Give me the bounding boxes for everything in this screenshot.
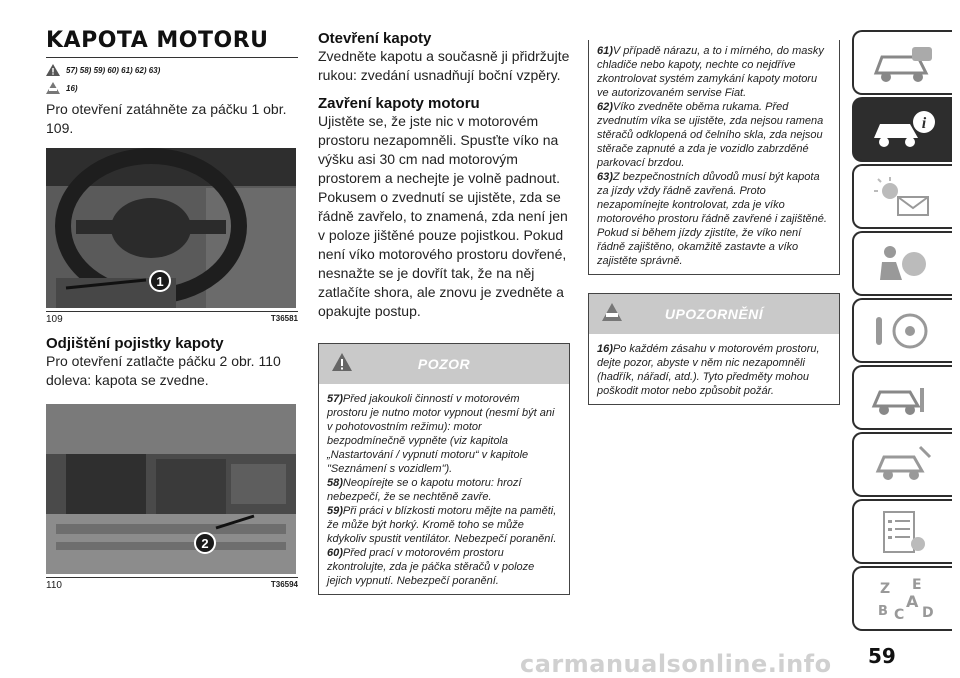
svg-text:E: E	[912, 576, 922, 593]
warning-item-text: Před jakoukoli činností v motorovém prostoru je nutno motor vypnout (nesmí být ani v pohotovostním režimu): motor bezpodmínečně vypněte (viz kapitola „Nastartování / vypnutí motoru“ v kapitole "Seznámení s vozidlem").	[327, 393, 555, 475]
middle-column	[318, 30, 570, 595]
figure-110-engine-bay	[46, 404, 296, 574]
pozor-items	[319, 384, 569, 594]
svg-text:i: i	[921, 114, 927, 132]
callout-2: 2	[194, 532, 216, 554]
warning-item-number: 57)	[327, 393, 343, 405]
tab-getting-to-know[interactable]	[852, 97, 952, 162]
warning-item-number: 62)	[597, 101, 613, 113]
warning-item-text: Při práci v blízkosti motoru mějte na paměti, že může být horký. Kromě toho se může kdykoliv spustit ventilátor. Nebezpečí poranění.	[327, 505, 557, 545]
warning-item	[327, 476, 561, 504]
warning-item-text: Po každém zásahu v motorovém prostoru, dejte pozor, abyste v něm nic nezapomněli (hadřík, nářadí, atd.). Tyto předměty mohou poškodit motor nebo způsobit požár.	[597, 343, 820, 397]
upozorneni-heading: UPOZORNĚNÍ	[664, 306, 764, 322]
warning-item-number: 16)	[597, 343, 613, 355]
svg-text:B: B	[878, 603, 888, 619]
warning-item-number: 60)	[327, 547, 343, 559]
tab-safety[interactable]	[852, 231, 952, 296]
tab-starting-driving[interactable]	[852, 298, 952, 363]
tab-maintenance[interactable]	[852, 432, 952, 497]
upozorneni-items	[589, 334, 839, 404]
pozor-header	[319, 344, 569, 384]
warning-item	[327, 546, 561, 588]
warning-item	[327, 392, 561, 476]
warning-item-text: Před prací v motorovém prostoru zkontrolujte, zda je páčka stěračů v poloze jejich vypnutí. Nebezpečí poranění.	[327, 547, 535, 587]
pozor-box	[318, 343, 570, 595]
warning-item	[597, 44, 831, 100]
pozor-continued-box	[588, 40, 840, 275]
svg-text:Z: Z	[880, 580, 891, 597]
svg-text:C: C	[894, 606, 905, 623]
figure-code: T36594	[270, 580, 298, 589]
tab-dashboard[interactable]	[852, 30, 952, 95]
figure-number: 109	[46, 314, 63, 325]
engine-bay-photo	[46, 404, 296, 574]
warning-item	[597, 100, 831, 170]
closing-heading: Zavření kapoty motoru	[318, 95, 480, 112]
caution-triangle-icon	[601, 302, 623, 322]
figure-109-steering-wheel	[46, 148, 296, 308]
opening-text: Zvedněte kapotu a současně ji přidržujte rukou: zvedání usnadňují boční vzpěry.	[318, 48, 570, 83]
tab-emergency[interactable]	[852, 365, 952, 430]
warning-item-number: 59)	[327, 505, 343, 517]
car-dashboard-icon	[868, 39, 938, 87]
pozor-heading: POZOR	[417, 356, 471, 372]
unlock-heading: Odjištění pojistky kapoty	[46, 335, 224, 352]
page-number: 59	[868, 644, 896, 668]
alphabetical-index-icon	[868, 575, 938, 623]
figure-number: 110	[46, 580, 62, 591]
section-title: KAPOTA MOTORU	[46, 28, 298, 58]
technical-data-list-icon	[868, 508, 938, 556]
airbag-safety-icon	[868, 240, 938, 288]
intro-text: Pro otevření zatáhněte za páčku 1 obr. 109.	[46, 101, 287, 136]
warning-item	[327, 504, 561, 546]
svg-text:A: A	[906, 591, 919, 611]
watermark: carmanualsonline.info	[520, 650, 832, 678]
warning-item-number: 63)	[597, 171, 613, 183]
pozor-continued-items	[589, 40, 839, 274]
tab-technical-data[interactable]	[852, 499, 952, 564]
warning-item-text: Víko zvedněte oběma rukama. Před zvednutím víka se ujistěte, zda nejsou ramena stěračů odklopená od čelního skla, zda nejsou stěrače zapnuté a zda je vozidlo zabrzděné parkovací brzdou.	[597, 101, 824, 169]
caution-triangle-icon	[46, 82, 60, 94]
unlock-text: Pro otevření zatlačte páčku 2 obr. 110 doleva: kapota se zvedne.	[46, 353, 281, 388]
opening-heading: Otevření kapoty	[318, 30, 432, 47]
warning-item-text: V případě nárazu, a to i mírného, do masky chladiče nebo kapoty, nechte co nejdříve zkontrolovat systém zamykání kapoty motoru ve autorizovaném servise Fiat.	[597, 45, 824, 99]
warning-item-number: 61)	[597, 45, 613, 57]
left-column	[46, 28, 298, 591]
chapter-tabs-sidebar	[852, 30, 952, 633]
car-emergency-tools-icon	[868, 374, 938, 422]
warning-triangle-icon	[46, 64, 60, 76]
figure-109-caption	[46, 311, 298, 325]
warning-item-text: Z bezpečnostních důvodů musí být kapota za jízdy vždy řádně zavřená. Proto nezapomínejte kontrolovat, zda je víko motorového prostoru řádně zavřené i zajištěné. Pokud si během jízdy zjistíte, že víko není řádně zajištěno, okamžitě zastavte a víko zajistěte správně.	[597, 171, 827, 267]
warning-lights-message-icon	[868, 173, 938, 221]
tab-index[interactable]	[852, 566, 952, 631]
figure-110-caption	[46, 577, 298, 591]
warning-triangle-icon	[331, 352, 353, 372]
right-column	[588, 40, 840, 405]
warning-item-text: Neopírejte se o kapotu motoru: hrozí nebezpečí, že se nechtěně zavře.	[327, 477, 522, 503]
upozorneni-header	[589, 294, 839, 334]
key-steering-wheel-icon	[868, 307, 938, 355]
warning-ref-numbers: 16)	[66, 83, 78, 93]
warning-item	[597, 170, 831, 268]
warning-item-number: 58)	[327, 477, 343, 489]
upozorneni-box	[588, 293, 840, 405]
car-maintenance-icon	[868, 441, 938, 489]
warning-reference-2	[46, 82, 298, 94]
svg-text:D: D	[922, 604, 934, 621]
closing-text: Ujistěte se, že jste nic v motorovém prostoru nezapomněli. Spusťte víko na výšku asi 30 cm nad motorovým prostorem a nechejte je volně padnout. Pokusem o zvednutí se ujistěte, zda se řádně zavřelo, to znamená, zda není jen v poloze jištěné pouze pojistkou. Pokud není víko motorového prostoru dovřené, nesnažte se je dovřít tak, že na něj zatlačíte shora, ale znovu je zvedněte a opakujte postup.	[318, 113, 568, 319]
callout-1: 1	[149, 270, 171, 292]
steering-wheel-photo	[46, 148, 296, 308]
warning-reference-1	[46, 64, 298, 76]
car-info-icon	[868, 106, 938, 154]
warning-ref-numbers: 57) 58) 59) 60) 61) 62) 63)	[66, 65, 161, 75]
warning-item	[597, 342, 831, 398]
figure-code: T36581	[270, 314, 298, 323]
tab-warning-lights[interactable]	[852, 164, 952, 229]
